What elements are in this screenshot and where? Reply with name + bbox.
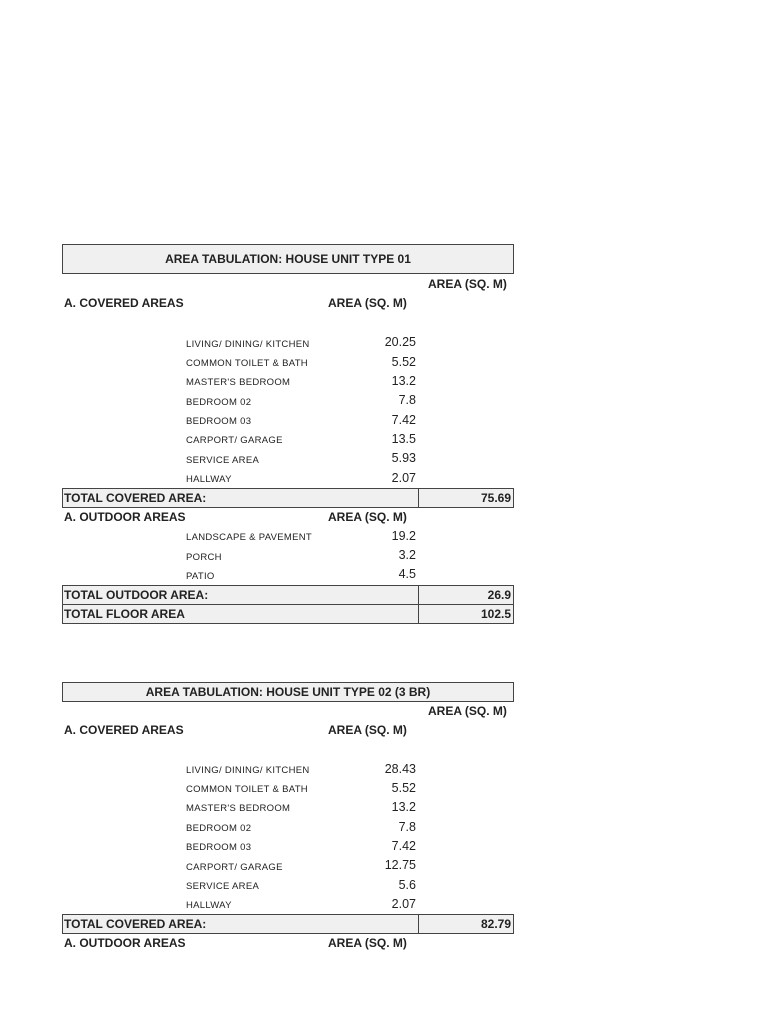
total-floor-value: 102.5 bbox=[480, 607, 511, 621]
table-title: AREA TABULATION: HOUSE UNIT TYPE 01 bbox=[62, 244, 514, 274]
room-label: LIVING/ DINING/ KITCHEN bbox=[186, 339, 310, 350]
room-label: CARPORT/ GARAGE bbox=[186, 435, 283, 446]
total-covered-label: TOTAL COVERED AREA: bbox=[64, 915, 419, 933]
outdoor-area-value: 4.5 bbox=[398, 567, 416, 581]
covered-area-label: AREA (SQ. M) bbox=[328, 723, 407, 737]
total-outdoor-label: TOTAL OUTDOOR AREA: bbox=[64, 586, 419, 604]
room-area-value: 7.42 bbox=[391, 839, 416, 853]
table-title: AREA TABULATION: HOUSE UNIT TYPE 02 (3 BR) bbox=[62, 682, 514, 702]
total-covered-value: 75.69 bbox=[480, 491, 511, 505]
room-area-value: 7.42 bbox=[391, 413, 416, 427]
room-area-value: 5.52 bbox=[391, 781, 416, 795]
room-label: BEDROOM 02 bbox=[186, 823, 252, 834]
total-covered-label: TOTAL COVERED AREA: bbox=[64, 489, 419, 507]
total-covered-row bbox=[62, 488, 514, 508]
outdoor-label: PATIO bbox=[186, 571, 215, 582]
area-column-header: AREA (SQ. M) bbox=[428, 277, 507, 291]
covered-areas-heading: A. COVERED AREAS bbox=[64, 723, 184, 737]
outdoor-label: LANDSCAPE & PAVEMENT bbox=[186, 532, 313, 543]
total-outdoor-row bbox=[62, 585, 514, 605]
total-outdoor-value: 26.9 bbox=[487, 588, 511, 602]
covered-areas-heading: A. COVERED AREAS bbox=[64, 296, 184, 310]
room-area-value: 20.25 bbox=[384, 335, 416, 349]
room-label: LIVING/ DINING/ KITCHEN bbox=[186, 765, 310, 776]
outdoor-area-label: AREA (SQ. M) bbox=[328, 936, 407, 950]
room-area-value: 7.8 bbox=[398, 820, 416, 834]
room-area-value: 12.75 bbox=[384, 858, 416, 872]
room-area-value: 13.2 bbox=[391, 374, 416, 388]
room-area-value: 2.07 bbox=[391, 471, 416, 485]
area-column-header: AREA (SQ. M) bbox=[428, 704, 507, 718]
room-area-value: 7.8 bbox=[398, 393, 416, 407]
room-area-value: 5.93 bbox=[391, 451, 416, 465]
outdoor-label: PORCH bbox=[186, 552, 222, 563]
room-label: HALLWAY bbox=[186, 900, 232, 911]
covered-area-label: AREA (SQ. M) bbox=[328, 296, 407, 310]
room-label: BEDROOM 03 bbox=[186, 416, 252, 427]
room-label: MASTER'S BEDROOM bbox=[186, 803, 291, 814]
room-area-value: 5.52 bbox=[391, 355, 416, 369]
total-covered-value: 82.79 bbox=[480, 917, 511, 931]
room-area-value: 13.2 bbox=[391, 800, 416, 814]
outdoor-areas-heading: A. OUTDOOR AREAS bbox=[64, 936, 186, 950]
outdoor-area-label: AREA (SQ. M) bbox=[328, 510, 407, 524]
outdoor-area-value: 3.2 bbox=[398, 548, 416, 562]
room-label: HALLWAY bbox=[186, 474, 232, 485]
room-area-value: 13.5 bbox=[391, 432, 416, 446]
total-covered-row bbox=[62, 914, 514, 934]
room-label: BEDROOM 03 bbox=[186, 842, 252, 853]
total-floor-label: TOTAL FLOOR AREA bbox=[64, 605, 419, 623]
room-label: COMMON TOILET & BATH bbox=[186, 784, 308, 795]
room-area-value: 2.07 bbox=[391, 897, 416, 911]
room-area-value: 28.43 bbox=[384, 762, 416, 776]
room-label: CARPORT/ GARAGE bbox=[186, 862, 283, 873]
room-area-value: 5.6 bbox=[398, 878, 416, 892]
outdoor-area-value: 19.2 bbox=[391, 529, 416, 543]
room-label: SERVICE AREA bbox=[186, 455, 260, 466]
room-label: COMMON TOILET & BATH bbox=[186, 358, 308, 369]
outdoor-areas-heading: A. OUTDOOR AREAS bbox=[64, 510, 186, 524]
room-label: MASTER'S BEDROOM bbox=[186, 377, 291, 388]
room-label: BEDROOM 02 bbox=[186, 397, 252, 408]
room-label: SERVICE AREA bbox=[186, 881, 260, 892]
total-floor-row bbox=[62, 604, 514, 624]
